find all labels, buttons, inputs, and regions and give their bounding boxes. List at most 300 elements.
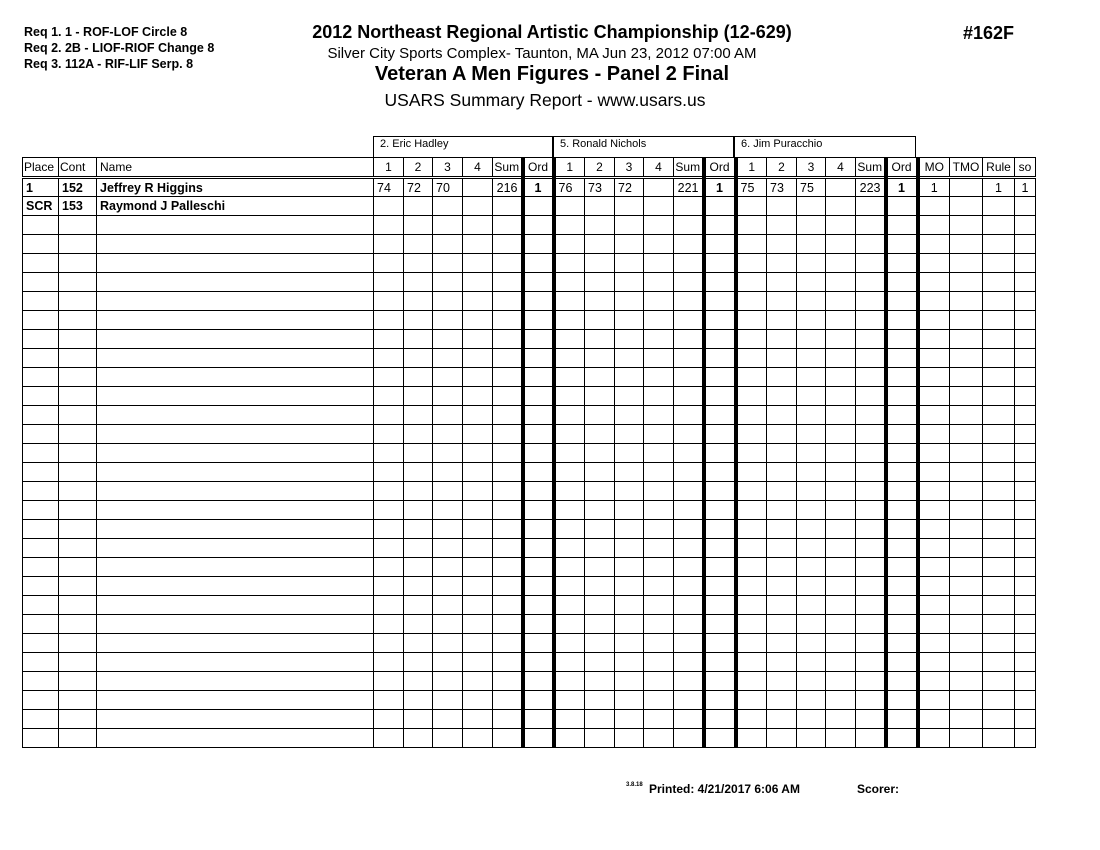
score-fig4-cell <box>826 558 856 577</box>
table-row <box>23 311 1036 330</box>
score-fig4-cell <box>644 406 674 425</box>
ordinal-cell <box>704 368 736 387</box>
cont-cell <box>59 406 97 425</box>
sum-cell <box>493 596 523 615</box>
score-fig2-cell: 73 <box>767 178 797 197</box>
cont-cell <box>59 311 97 330</box>
score-fig1-cell <box>736 539 767 558</box>
place-cell <box>23 463 59 482</box>
score-fig2-cell <box>404 425 433 444</box>
col-header-j2-fig2: 2 <box>585 158 615 178</box>
tmo-cell <box>950 197 983 216</box>
rule-cell: 1 <box>983 178 1015 197</box>
score-fig4-cell <box>463 273 493 292</box>
score-fig3-cell <box>615 672 644 691</box>
score-fig1-cell: 74 <box>374 178 404 197</box>
score-fig4-cell <box>463 691 493 710</box>
col-header-tmo: TMO <box>950 158 983 178</box>
name-cell <box>97 330 374 349</box>
tmo-cell <box>950 292 983 311</box>
sum-cell <box>674 501 704 520</box>
score-fig4-cell <box>644 691 674 710</box>
cont-cell <box>59 330 97 349</box>
score-fig4-cell <box>644 254 674 273</box>
table-row <box>23 235 1036 254</box>
col-header-j3-fig4: 4 <box>826 158 856 178</box>
tmo-cell <box>950 235 983 254</box>
sum-cell <box>674 197 704 216</box>
requirement-1: Req 1. 1 - ROF-LOF Circle 8 <box>24 25 188 39</box>
score-fig3-cell <box>797 406 826 425</box>
score-fig4-cell <box>644 463 674 482</box>
score-fig2-cell <box>585 501 615 520</box>
score-fig2-cell <box>767 691 797 710</box>
cont-cell <box>59 349 97 368</box>
score-fig2-cell <box>585 634 615 653</box>
score-fig2-cell <box>585 444 615 463</box>
mo-cell <box>918 425 950 444</box>
cont-cell <box>59 463 97 482</box>
score-fig3-cell <box>433 710 463 729</box>
score-fig1-cell <box>374 501 404 520</box>
score-fig4-cell <box>826 254 856 273</box>
so-cell <box>1015 729 1036 748</box>
score-fig1-cell <box>374 634 404 653</box>
cont-cell <box>59 444 97 463</box>
score-fig2-cell <box>404 691 433 710</box>
score-fig1-cell <box>736 558 767 577</box>
tmo-cell <box>950 425 983 444</box>
sum-cell <box>674 634 704 653</box>
ordinal-cell <box>704 634 736 653</box>
score-fig3-cell <box>615 254 644 273</box>
score-fig3-cell <box>797 634 826 653</box>
tmo-cell <box>950 672 983 691</box>
score-fig1-cell <box>554 558 585 577</box>
score-fig3-cell <box>615 463 644 482</box>
place-cell <box>23 691 59 710</box>
score-fig1-cell <box>736 406 767 425</box>
sum-cell <box>856 482 886 501</box>
score-fig2-cell <box>404 596 433 615</box>
score-fig1-cell <box>736 653 767 672</box>
score-fig3-cell <box>615 710 644 729</box>
score-fig2-cell <box>404 634 433 653</box>
score-fig4-cell <box>463 406 493 425</box>
table-row <box>23 216 1036 235</box>
ordinal-cell <box>886 292 918 311</box>
score-fig1-cell <box>554 653 585 672</box>
sum-cell <box>674 311 704 330</box>
score-fig3-cell <box>797 672 826 691</box>
sum-cell <box>856 254 886 273</box>
so-cell <box>1015 653 1036 672</box>
rule-cell <box>983 672 1015 691</box>
score-fig1-cell <box>736 349 767 368</box>
score-fig4-cell <box>644 273 674 292</box>
score-fig2-cell <box>585 425 615 444</box>
ordinal-cell <box>704 729 736 748</box>
rule-cell <box>983 444 1015 463</box>
results-table <box>22 157 1036 748</box>
ordinal-cell <box>886 596 918 615</box>
score-fig2-cell <box>585 368 615 387</box>
sum-cell <box>856 216 886 235</box>
rule-cell <box>983 311 1015 330</box>
name-cell <box>97 710 374 729</box>
sum-cell <box>674 216 704 235</box>
score-fig4-cell <box>826 577 856 596</box>
score-fig1-cell <box>554 330 585 349</box>
sum-cell <box>493 482 523 501</box>
so-cell <box>1015 406 1036 425</box>
table-row <box>23 558 1036 577</box>
score-fig1-cell <box>374 368 404 387</box>
place-cell <box>23 349 59 368</box>
ordinal-cell <box>704 520 736 539</box>
score-fig3-cell <box>433 691 463 710</box>
score-fig4-cell <box>826 596 856 615</box>
ordinal-cell <box>704 444 736 463</box>
so-cell <box>1015 482 1036 501</box>
mo-cell <box>918 311 950 330</box>
score-fig1-cell <box>736 235 767 254</box>
ordinal-cell <box>704 691 736 710</box>
score-fig4-cell <box>826 653 856 672</box>
score-fig3-cell <box>797 254 826 273</box>
score-fig4-cell <box>463 178 493 197</box>
score-fig1-cell <box>554 254 585 273</box>
score-fig2-cell <box>585 482 615 501</box>
mo-cell <box>918 273 950 292</box>
rule-cell <box>983 425 1015 444</box>
score-fig4-cell <box>463 425 493 444</box>
score-fig2-cell <box>767 330 797 349</box>
software-version: 3.8.18 <box>626 782 643 788</box>
event-number: #162F <box>963 23 1015 43</box>
table-row <box>23 425 1036 444</box>
score-fig2-cell <box>767 254 797 273</box>
ordinal-cell <box>886 710 918 729</box>
score-fig2-cell <box>404 216 433 235</box>
score-fig1-cell <box>554 349 585 368</box>
score-fig4-cell <box>644 520 674 539</box>
sum-cell <box>856 463 886 482</box>
score-fig3-cell <box>433 425 463 444</box>
score-fig4-cell <box>463 710 493 729</box>
sum-cell <box>493 672 523 691</box>
score-fig3-cell <box>797 463 826 482</box>
score-fig2-cell <box>767 520 797 539</box>
sum-cell <box>674 254 704 273</box>
score-fig2-cell <box>404 349 433 368</box>
so-cell: 1 <box>1015 178 1036 197</box>
score-fig2-cell <box>585 387 615 406</box>
mo-cell <box>918 577 950 596</box>
table-row <box>23 463 1036 482</box>
tmo-cell <box>950 273 983 292</box>
ordinal-cell <box>523 558 554 577</box>
ordinal-cell <box>523 672 554 691</box>
place-cell <box>23 387 59 406</box>
score-fig1-cell: 76 <box>554 178 585 197</box>
name-cell <box>97 235 374 254</box>
ordinal-cell <box>523 425 554 444</box>
score-fig3-cell <box>797 368 826 387</box>
score-fig2-cell <box>585 520 615 539</box>
score-fig4-cell <box>826 216 856 235</box>
score-fig2-cell <box>404 444 433 463</box>
mo-cell <box>918 387 950 406</box>
score-fig3-cell <box>433 672 463 691</box>
score-fig2-cell <box>585 672 615 691</box>
score-fig1-cell <box>374 558 404 577</box>
so-cell <box>1015 558 1036 577</box>
name-cell <box>97 520 374 539</box>
sum-cell <box>856 330 886 349</box>
cont-cell <box>59 235 97 254</box>
score-fig3-cell <box>797 330 826 349</box>
score-fig2-cell <box>585 729 615 748</box>
so-cell <box>1015 463 1036 482</box>
score-fig2-cell <box>767 463 797 482</box>
score-fig1-cell <box>554 539 585 558</box>
score-fig1-cell <box>736 729 767 748</box>
score-fig4-cell <box>826 349 856 368</box>
score-fig1-cell <box>736 672 767 691</box>
score-fig3-cell <box>797 197 826 216</box>
table-row <box>23 577 1036 596</box>
place-cell: SCR <box>23 197 59 216</box>
score-fig2-cell <box>767 577 797 596</box>
score-fig1-cell <box>736 197 767 216</box>
place-cell <box>23 577 59 596</box>
sum-cell <box>493 368 523 387</box>
score-fig3-cell <box>433 729 463 748</box>
score-fig3-cell <box>797 710 826 729</box>
sum-cell <box>856 520 886 539</box>
score-fig4-cell <box>826 634 856 653</box>
ordinal-cell <box>704 653 736 672</box>
col-header-j1-sum: Sum <box>493 158 523 178</box>
score-fig3-cell <box>433 634 463 653</box>
score-fig2-cell <box>767 387 797 406</box>
mo-cell <box>918 368 950 387</box>
mo-cell <box>918 463 950 482</box>
rule-cell <box>983 235 1015 254</box>
name-cell <box>97 216 374 235</box>
sum-cell <box>493 634 523 653</box>
ordinal-cell <box>886 539 918 558</box>
ordinal-cell <box>523 729 554 748</box>
ordinal-cell <box>886 387 918 406</box>
score-fig3-cell <box>615 577 644 596</box>
score-fig1-cell <box>554 368 585 387</box>
score-fig2-cell <box>767 558 797 577</box>
score-fig3-cell <box>615 558 644 577</box>
ordinal-cell <box>886 311 918 330</box>
score-fig1-cell <box>374 710 404 729</box>
col-header-j3-fig3: 3 <box>797 158 826 178</box>
score-fig3-cell <box>433 311 463 330</box>
score-fig2-cell <box>404 368 433 387</box>
mo-cell <box>918 254 950 273</box>
sum-cell <box>493 615 523 634</box>
score-fig4-cell <box>644 444 674 463</box>
score-fig3-cell <box>433 368 463 387</box>
name-cell <box>97 349 374 368</box>
table-row <box>23 729 1036 748</box>
place-cell <box>23 311 59 330</box>
score-fig3-cell <box>797 691 826 710</box>
ordinal-cell <box>704 539 736 558</box>
score-fig4-cell <box>826 311 856 330</box>
score-fig1-cell <box>554 482 585 501</box>
tmo-cell <box>950 311 983 330</box>
score-fig2-cell <box>767 615 797 634</box>
sum-cell <box>674 425 704 444</box>
ordinal-cell <box>704 406 736 425</box>
score-fig3-cell <box>433 197 463 216</box>
score-fig4-cell <box>463 330 493 349</box>
tmo-cell <box>950 254 983 273</box>
score-fig1-cell <box>554 444 585 463</box>
ordinal-cell <box>523 311 554 330</box>
ordinal-cell <box>704 710 736 729</box>
so-cell <box>1015 501 1036 520</box>
so-cell <box>1015 672 1036 691</box>
score-fig4-cell <box>826 672 856 691</box>
cont-cell <box>59 691 97 710</box>
sum-cell <box>856 615 886 634</box>
ordinal-cell <box>886 349 918 368</box>
col-header-j2-fig1: 1 <box>554 158 585 178</box>
score-fig3-cell <box>615 425 644 444</box>
sum-cell <box>674 615 704 634</box>
mo-cell <box>918 539 950 558</box>
score-fig1-cell <box>374 444 404 463</box>
col-header-j2-fig3: 3 <box>615 158 644 178</box>
mo-cell <box>918 634 950 653</box>
score-fig4-cell <box>826 691 856 710</box>
cont-cell <box>59 216 97 235</box>
score-fig4-cell <box>826 710 856 729</box>
rule-cell <box>983 691 1015 710</box>
score-fig1-cell <box>736 216 767 235</box>
score-fig1-cell <box>736 311 767 330</box>
sum-cell <box>493 292 523 311</box>
score-fig3-cell <box>797 520 826 539</box>
score-fig4-cell <box>644 710 674 729</box>
so-cell <box>1015 596 1036 615</box>
sum-cell <box>674 729 704 748</box>
rule-cell <box>983 406 1015 425</box>
ordinal-cell <box>704 463 736 482</box>
mo-cell <box>918 197 950 216</box>
ordinal-cell <box>704 197 736 216</box>
score-fig1-cell <box>554 292 585 311</box>
sum-cell <box>856 558 886 577</box>
table-row <box>23 710 1036 729</box>
score-fig2-cell <box>767 710 797 729</box>
score-fig3-cell <box>433 615 463 634</box>
score-fig3-cell <box>433 273 463 292</box>
score-fig2-cell <box>767 235 797 254</box>
score-fig3-cell <box>615 729 644 748</box>
score-fig3-cell <box>615 235 644 254</box>
so-cell <box>1015 216 1036 235</box>
score-fig3-cell <box>797 349 826 368</box>
score-fig1-cell <box>736 520 767 539</box>
score-fig1-cell <box>736 482 767 501</box>
table-row <box>23 197 1036 216</box>
score-fig3-cell <box>797 387 826 406</box>
score-fig4-cell <box>644 425 674 444</box>
mo-cell <box>918 444 950 463</box>
sum-cell <box>856 311 886 330</box>
tmo-cell <box>950 691 983 710</box>
score-fig4-cell <box>826 539 856 558</box>
sum-cell <box>856 387 886 406</box>
cont-cell <box>59 539 97 558</box>
so-cell <box>1015 691 1036 710</box>
score-fig4-cell <box>463 254 493 273</box>
place-cell <box>23 254 59 273</box>
col-header-j1-fig4: 4 <box>463 158 493 178</box>
ordinal-cell <box>704 615 736 634</box>
cont-cell <box>59 558 97 577</box>
table-row <box>23 634 1036 653</box>
sum-cell <box>493 444 523 463</box>
ordinal-cell <box>704 425 736 444</box>
score-fig4-cell <box>826 387 856 406</box>
score-fig1-cell <box>736 387 767 406</box>
score-fig2-cell <box>767 197 797 216</box>
score-fig3-cell <box>615 653 644 672</box>
so-cell <box>1015 425 1036 444</box>
ordinal-cell <box>886 368 918 387</box>
rule-cell <box>983 615 1015 634</box>
score-fig2-cell <box>404 235 433 254</box>
ordinal-cell: 1 <box>523 178 554 197</box>
col-header-j2-fig4: 4 <box>644 158 674 178</box>
ordinal-cell <box>704 216 736 235</box>
score-fig3-cell <box>433 406 463 425</box>
so-cell <box>1015 197 1036 216</box>
score-fig2-cell <box>404 710 433 729</box>
score-fig2-cell <box>585 273 615 292</box>
place-cell <box>23 539 59 558</box>
score-fig4-cell <box>644 672 674 691</box>
rule-cell <box>983 330 1015 349</box>
tmo-cell <box>950 653 983 672</box>
table-row <box>23 178 1036 197</box>
sum-cell <box>674 482 704 501</box>
sum-cell <box>856 672 886 691</box>
sum-cell: 216 <box>493 178 523 197</box>
score-fig4-cell <box>826 406 856 425</box>
score-fig1-cell <box>374 653 404 672</box>
score-fig4-cell <box>826 482 856 501</box>
score-fig4-cell <box>463 387 493 406</box>
ordinal-cell <box>523 615 554 634</box>
rule-cell <box>983 387 1015 406</box>
sum-cell <box>674 330 704 349</box>
mo-cell <box>918 235 950 254</box>
cont-cell: 153 <box>59 197 97 216</box>
score-fig3-cell <box>433 577 463 596</box>
score-fig4-cell <box>644 311 674 330</box>
